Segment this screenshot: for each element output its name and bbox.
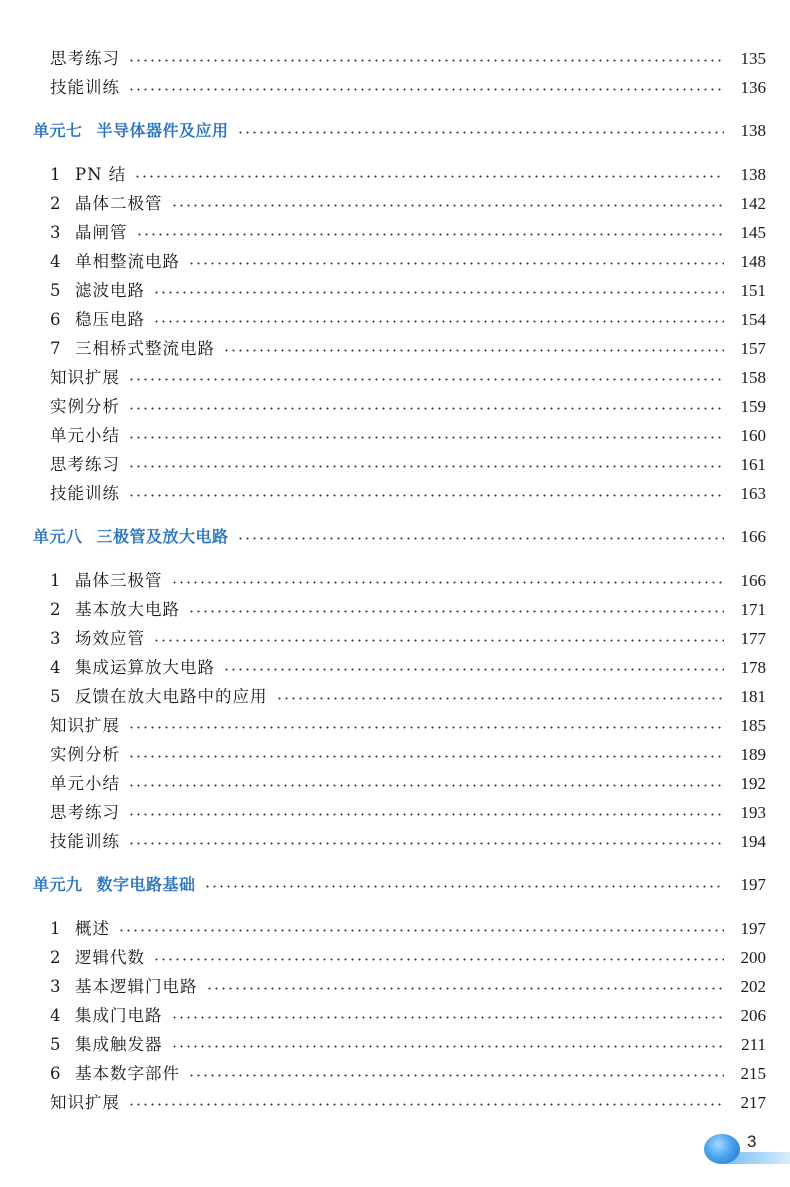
entry-page: 194 [740, 832, 766, 851]
entry-title: 实例分析 [50, 745, 120, 764]
toc-entry[interactable] [50, 45, 766, 73]
unit-title [33, 523, 229, 551]
toc-entry[interactable] [50, 973, 766, 1001]
toc-entry[interactable] [50, 219, 766, 247]
entry-page: 171 [740, 600, 766, 619]
entry-page: 159 [740, 397, 766, 416]
entry-title: 滤波电路 [75, 281, 145, 300]
entry-page: 202 [740, 977, 766, 996]
toc-entry[interactable] [50, 915, 766, 943]
entry-title: 场效应管 [75, 629, 145, 648]
toc-entry[interactable] [50, 1031, 766, 1059]
entry-title: 知识扩展 [50, 1093, 120, 1112]
entry-title: 逻辑代数 [75, 948, 145, 967]
dot-leader [128, 726, 724, 729]
dot-leader [128, 59, 724, 62]
unit-name: 数字电路基础 [96, 875, 196, 894]
dot-leader [128, 465, 724, 468]
entry-page: 138 [740, 121, 766, 140]
entry-title: 单相整流电路 [75, 252, 180, 271]
page-number-badge [698, 1128, 790, 1168]
entry-title: 单元小结 [50, 774, 120, 793]
unit-number: 单元八 [33, 527, 83, 546]
entry-page: 163 [740, 484, 766, 503]
dot-leader [134, 175, 724, 178]
dot-leader [118, 929, 724, 932]
toc-entry[interactable] [50, 74, 766, 102]
entry-page: 154 [740, 310, 766, 329]
toc-entry[interactable] [50, 828, 766, 856]
toc-entry[interactable] [50, 335, 766, 363]
unit-name: 半导体器件及应用 [96, 121, 229, 140]
entry-title: 基本数字部件 [75, 1064, 180, 1083]
unit-heading[interactable] [33, 871, 766, 899]
toc-entry[interactable] [50, 944, 766, 972]
entry-number: 6 [50, 310, 61, 329]
entry-title: 单元小结 [50, 426, 120, 445]
entry-number: 5 [50, 281, 61, 300]
entry-page: 166 [740, 571, 766, 590]
dot-leader [153, 958, 724, 961]
toc-entry[interactable] [50, 1060, 766, 1088]
entry-page: 197 [740, 875, 766, 894]
blue-sphere-icon [704, 1134, 740, 1164]
entry-title: 思考练习 [50, 49, 120, 68]
toc-entry[interactable] [50, 712, 766, 740]
entry-title: 三相桥式整流电路 [75, 339, 215, 358]
toc-entry[interactable] [50, 567, 766, 595]
entry-title: 技能训练 [50, 832, 120, 851]
page-number: 3 [747, 1132, 757, 1151]
toc-entry[interactable] [50, 277, 766, 305]
entry-title: 基本逻辑门电路 [75, 977, 198, 996]
entry-page: 197 [740, 919, 766, 938]
dot-leader [153, 639, 724, 642]
dot-leader [128, 813, 724, 816]
toc-entry[interactable] [50, 799, 766, 827]
entry-page: 200 [740, 948, 766, 967]
entry-number: 4 [50, 658, 61, 677]
entry-number: 5 [50, 687, 61, 706]
unit-heading[interactable] [33, 117, 766, 145]
entry-page: 148 [740, 252, 766, 271]
entry-page: 157 [740, 339, 766, 358]
entry-title: 晶体二极管 [75, 194, 163, 213]
dot-leader [276, 697, 725, 700]
toc-entry[interactable] [50, 161, 766, 189]
dot-leader [128, 755, 724, 758]
dot-leader [128, 1103, 724, 1106]
entry-number: 7 [50, 339, 61, 358]
entry-page: 189 [740, 745, 766, 764]
dot-leader [153, 320, 724, 323]
entry-title: 概述 [75, 919, 110, 938]
dot-leader [223, 349, 724, 352]
toc-entry[interactable] [50, 190, 766, 218]
toc-entry[interactable] [50, 654, 766, 682]
unit-number: 单元七 [33, 121, 83, 140]
entry-page: 158 [740, 368, 766, 387]
entry-title: PN 结 [75, 165, 127, 184]
entry-number: 3 [50, 977, 61, 996]
entry-page: 185 [740, 716, 766, 735]
entry-page: 211 [741, 1035, 766, 1054]
entry-title: 稳压电路 [75, 310, 145, 329]
entry-number: 5 [50, 1035, 61, 1054]
entry-page: 142 [740, 194, 766, 213]
dot-leader [188, 1074, 724, 1077]
entry-page: 193 [740, 803, 766, 822]
entry-title: 思考练习 [50, 803, 120, 822]
dot-leader [128, 494, 724, 497]
entry-title: 技能训练 [50, 484, 120, 503]
dot-leader [237, 537, 724, 540]
entry-page: 206 [740, 1006, 766, 1025]
dot-leader [128, 784, 724, 787]
dot-leader [171, 581, 725, 584]
dot-leader [188, 262, 724, 265]
dot-leader [128, 88, 724, 91]
unit-title [33, 117, 229, 145]
entry-title: 知识扩展 [50, 716, 120, 735]
entry-number: 1 [50, 571, 61, 590]
dot-leader [171, 1045, 725, 1048]
entry-title: 集成触发器 [75, 1035, 163, 1054]
entry-page: 192 [740, 774, 766, 793]
entry-page: 177 [740, 629, 766, 648]
entry-page: 215 [740, 1064, 766, 1083]
entry-page: 138 [740, 165, 766, 184]
unit-number: 单元九 [33, 875, 83, 894]
entry-page: 160 [740, 426, 766, 445]
dot-leader [237, 131, 724, 134]
toc-entry[interactable] [50, 741, 766, 769]
unit-title [33, 871, 196, 899]
entry-title: 实例分析 [50, 397, 120, 416]
toc-entry[interactable] [50, 480, 766, 508]
dot-leader [223, 668, 724, 671]
toc-entry[interactable] [50, 1089, 766, 1117]
entry-title: 反馈在放大电路中的应用 [75, 687, 268, 706]
unit-heading[interactable] [33, 523, 766, 551]
dot-leader [153, 291, 724, 294]
toc-entry[interactable] [50, 364, 766, 392]
entry-page: 135 [740, 49, 766, 68]
dot-leader [206, 987, 725, 990]
toc-entry[interactable] [50, 306, 766, 334]
entry-page: 178 [740, 658, 766, 677]
entry-title: 知识扩展 [50, 368, 120, 387]
entry-title: 晶闸管 [75, 223, 128, 242]
entry-title: 基本放大电路 [75, 600, 180, 619]
entry-page: 166 [740, 527, 766, 546]
entry-number: 6 [50, 1064, 61, 1083]
toc-entry[interactable] [50, 1002, 766, 1030]
entry-page: 136 [740, 78, 766, 97]
entry-title: 集成门电路 [75, 1006, 163, 1025]
dot-leader [171, 204, 725, 207]
entry-number: 4 [50, 1006, 61, 1025]
unit-name: 三极管及放大电路 [96, 527, 229, 546]
toc-entry[interactable] [50, 393, 766, 421]
entry-number: 2 [50, 194, 61, 213]
dot-leader [128, 842, 724, 845]
entry-number: 3 [50, 223, 61, 242]
toc-entry[interactable] [50, 248, 766, 276]
toc-entry[interactable] [50, 422, 766, 450]
entry-number: 2 [50, 948, 61, 967]
entry-title: 晶体三极管 [75, 571, 163, 590]
entry-title: 集成运算放大电路 [75, 658, 215, 677]
entry-page: 145 [740, 223, 766, 242]
dot-leader [188, 610, 724, 613]
dot-leader [128, 436, 724, 439]
entry-title: 思考练习 [50, 455, 120, 474]
dot-leader [204, 885, 724, 888]
entry-page: 217 [740, 1093, 766, 1112]
toc-entry[interactable] [50, 596, 766, 624]
toc-entry[interactable] [50, 683, 766, 711]
entry-number: 3 [50, 629, 61, 648]
entry-page: 151 [740, 281, 766, 300]
dot-leader [128, 378, 724, 381]
entry-page: 161 [740, 455, 766, 474]
entry-page: 181 [740, 687, 766, 706]
toc-entry[interactable] [50, 625, 766, 653]
entry-number: 4 [50, 252, 61, 271]
toc-entry[interactable] [50, 770, 766, 798]
entry-number: 2 [50, 600, 61, 619]
entry-number: 1 [50, 165, 61, 184]
entry-number: 1 [50, 919, 61, 938]
toc-entry[interactable] [50, 451, 766, 479]
dot-leader [128, 407, 724, 410]
dot-leader [136, 233, 725, 236]
dot-leader [171, 1016, 725, 1019]
entry-title: 技能训练 [50, 78, 120, 97]
